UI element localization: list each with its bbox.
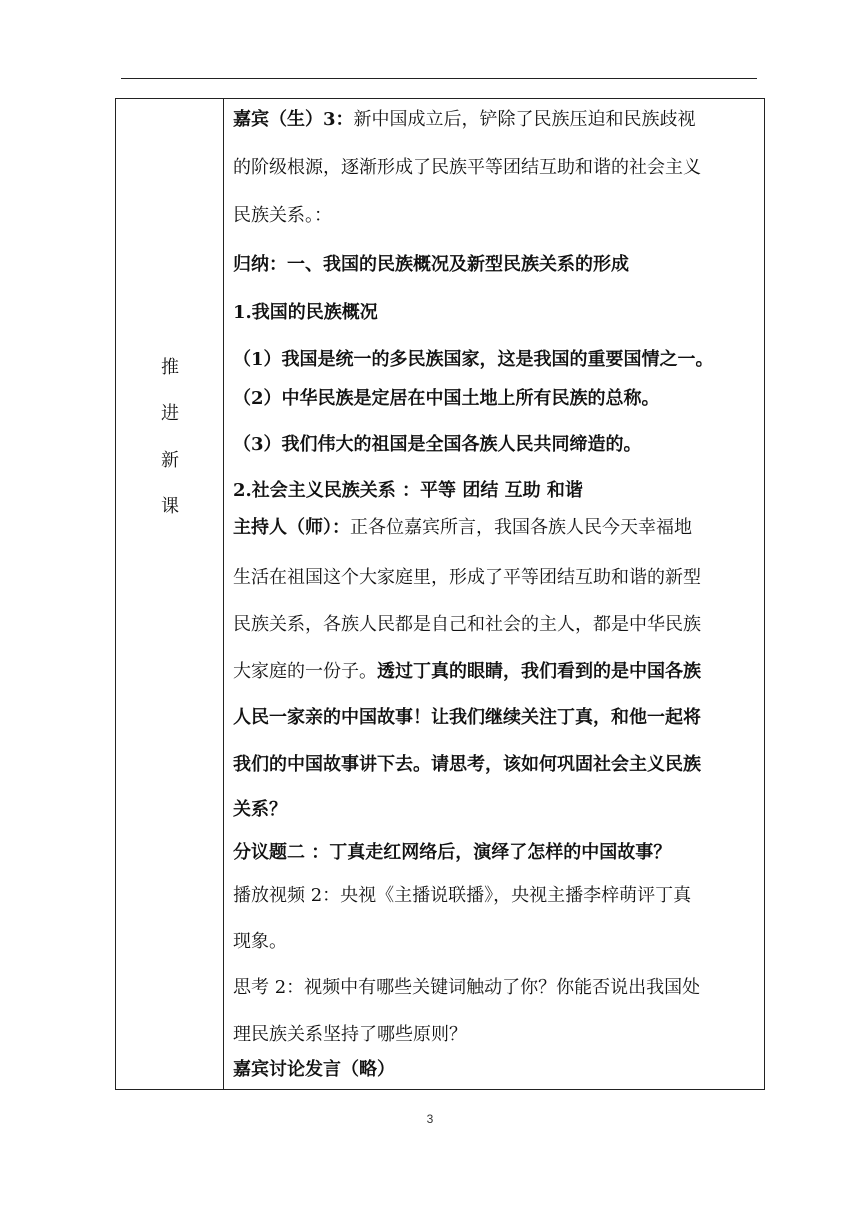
host-paragraph-line: 民族关系，各族人民都是自己和社会的主人，都是中华民族	[233, 614, 701, 635]
host-paragraph-line: 关系？	[233, 799, 287, 820]
lesson-table	[115, 98, 765, 1090]
stage-label-char: 课	[161, 496, 179, 517]
video2-line: 现象。	[233, 931, 287, 952]
section2-title: 2.社会主义民族关系 ：平等 团结 互助 和谐	[233, 480, 583, 501]
stage-label-char: 新	[161, 450, 179, 471]
guest3-speaker: 嘉宾（生）3：	[233, 109, 354, 130]
section1-title: 1.我国的民族概况	[233, 302, 378, 323]
host-paragraph-line: 生活在祖国这个大家庭里，形成了平等团结互助和谐的新型	[233, 567, 701, 588]
think2-line: 理民族关系坚持了哪些原则？	[233, 1024, 467, 1045]
host-paragraph-line	[233, 659, 761, 685]
host-paragraph-line	[233, 515, 761, 541]
guest3-paragraph-line	[233, 107, 761, 133]
host-paragraph-line: 我们的中国故事讲下去。请思考，该如何巩固社会主义民族	[233, 754, 701, 775]
stage-label-cell	[116, 99, 224, 1089]
stage-label-char: 推	[161, 357, 179, 378]
host-speaker: 主持人（师）：	[233, 517, 350, 538]
stage-label-char: 进	[161, 403, 179, 424]
host-text: 大家庭的一份子。	[233, 661, 377, 682]
guest3-paragraph-line: 的阶级根源，逐渐形成了民族平等团结互助和谐的社会主义	[233, 157, 701, 178]
video2-line: 播放视频 2：央视《主播说联播》，央视主播李梓萌评丁真	[233, 885, 692, 906]
summary-title: 归纳：一、我国的民族概况及新型民族关系的形成	[233, 254, 629, 275]
discussion-line: 嘉宾讨论发言（略）	[233, 1059, 395, 1080]
host-emphasis: 透过丁真的眼睛，我们看到的是中国各族	[377, 661, 701, 682]
header-rule	[121, 78, 757, 79]
page-number: 3	[426, 1112, 434, 1126]
think2-line: 思考 2：视频中有哪些关键词触动了你？你能否说出我国处	[233, 977, 701, 998]
point-item: （1）我国是统一的多民族国家，这是我国的重要国情之一。	[233, 349, 714, 370]
point-item: （3）我们伟大的祖国是全国各族人民共同缔造的。	[233, 434, 642, 455]
guest3-paragraph-line: 民族关系。：	[233, 205, 332, 226]
topic2-title: 分议题二 ：丁真走红网络后，演绎了怎样的中国故事？	[233, 842, 672, 863]
guest3-text: 新中国成立后，铲除了民族压迫和民族歧视	[353, 109, 696, 130]
point-item: （2）中华民族是定居在中国土地上所有民族的总称。	[233, 388, 660, 409]
host-text: 正各位嘉宾所言，我国各族人民今天幸福地	[350, 517, 692, 538]
host-paragraph-line: 人民一家亲的中国故事！让我们继续关注丁真，和他一起将	[233, 707, 701, 728]
